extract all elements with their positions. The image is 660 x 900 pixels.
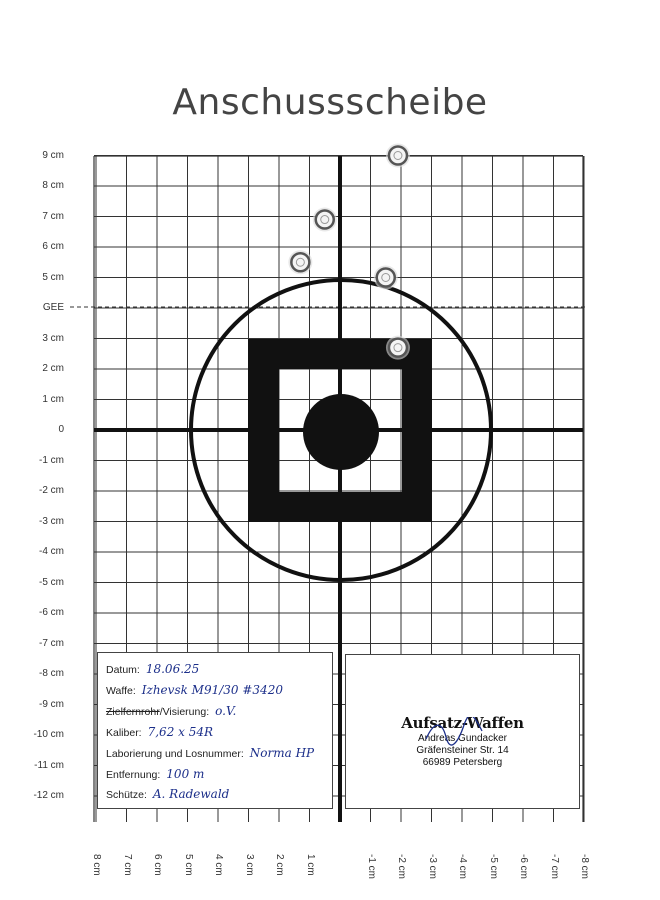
x-tick-label: 2 cm [274, 854, 285, 876]
weapon-value: Izhevsk M91/30 #3420 [141, 683, 283, 697]
signature-scribble [424, 717, 484, 747]
weapon-label: Waffe: [106, 685, 136, 697]
weapon-row [106, 683, 283, 697]
y-tick-label: 5 cm [42, 271, 64, 283]
date-row [106, 662, 199, 676]
scope-label-struck: Zielfernrohr [106, 706, 160, 718]
y-tick-label: -1 cm [39, 454, 64, 466]
y-tick-label: -7 cm [39, 637, 64, 649]
dealer-stamp-box [345, 654, 580, 809]
y-tick-label: -9 cm [39, 698, 64, 710]
dealer-city: 66989 Petersberg [422, 757, 503, 768]
scope-label: /Visierung: [159, 706, 210, 718]
x-tick-label: -8 cm [579, 854, 590, 879]
y-tick-label: -11 cm [34, 759, 64, 771]
x-tick-label: 1 cm [304, 854, 316, 876]
x-tick-label: 8 cm [91, 854, 102, 876]
shooter-label: Schütze: [106, 789, 147, 801]
x-tick-label: -7 cm [548, 854, 560, 879]
x-tick-label: -4 cm [457, 854, 468, 879]
shot-hole [386, 336, 410, 360]
x-tick-label: -5 cm [487, 854, 499, 879]
y-tick-label: -8 cm [39, 668, 64, 679]
x-tick-label: 4 cm [213, 854, 224, 876]
y-tick-label: 2 cm [42, 363, 64, 374]
caliber-label: Kaliber: [106, 727, 142, 739]
y-tick-label: -5 cm [39, 576, 64, 588]
info-box [97, 652, 333, 809]
shot-hole [288, 250, 312, 274]
y-tick-label: 1 cm [42, 393, 64, 405]
load-label: Laborierung und Losnummer: [106, 748, 244, 760]
date-label: Datum: [106, 664, 140, 676]
page-title: Anschussscheibe [172, 82, 488, 123]
shooter-row [106, 787, 229, 801]
y-tick-label: -10 cm [33, 729, 64, 740]
shot-hole [374, 266, 398, 290]
distance-value: 100 m [166, 767, 205, 781]
x-tick-label: 3 cm [243, 854, 255, 876]
shot-hole [386, 144, 410, 168]
x-tick-label: -6 cm [518, 854, 529, 879]
shooter-value: A. Radewald [152, 787, 230, 801]
caliber-value: 7,62 x 54R [147, 725, 214, 739]
y-tick-label: 3 cm [42, 332, 64, 344]
x-tick-label: 7 cm [121, 854, 133, 876]
caliber-row [106, 725, 213, 739]
scope-row [106, 704, 236, 718]
distance-row [106, 767, 204, 781]
y-tick-label: 8 cm [42, 180, 64, 191]
date-value: 18.06.25 [145, 662, 200, 676]
shot-hole [313, 208, 337, 232]
y-tick-label: 0 [58, 424, 64, 435]
y-tick-label: -12 cm [33, 790, 64, 801]
distance-label: Entfernung: [106, 769, 161, 781]
scope-value: o.V. [215, 704, 237, 718]
shot-holes [288, 144, 410, 360]
x-tick-label: -2 cm [396, 854, 407, 879]
y-tick-label: -4 cm [39, 546, 64, 557]
dealer-name: Andreas Gundacker [418, 733, 507, 744]
dealer-street: Gräfensteiner Str. 14 [416, 745, 509, 756]
load-row [106, 746, 314, 760]
y-tick-label: GEE [42, 302, 64, 313]
x-tick-label: 6 cm [152, 854, 163, 876]
y-tick-label: 6 cm [42, 241, 64, 252]
dealer-brand: Aufsatz-Waffen [401, 714, 524, 732]
y-tick-label: -6 cm [39, 607, 64, 618]
x-tick-label: -1 cm [365, 854, 377, 879]
x-tick-label: 5 cm [182, 854, 194, 876]
load-value: Norma HP [249, 746, 315, 760]
y-tick-label: 7 cm [42, 210, 64, 222]
x-tick-label: -3 cm [426, 854, 438, 879]
y-tick-label: -3 cm [39, 515, 64, 527]
y-tick-label: -2 cm [39, 485, 64, 496]
y-tick-label: 9 cm [42, 149, 64, 161]
